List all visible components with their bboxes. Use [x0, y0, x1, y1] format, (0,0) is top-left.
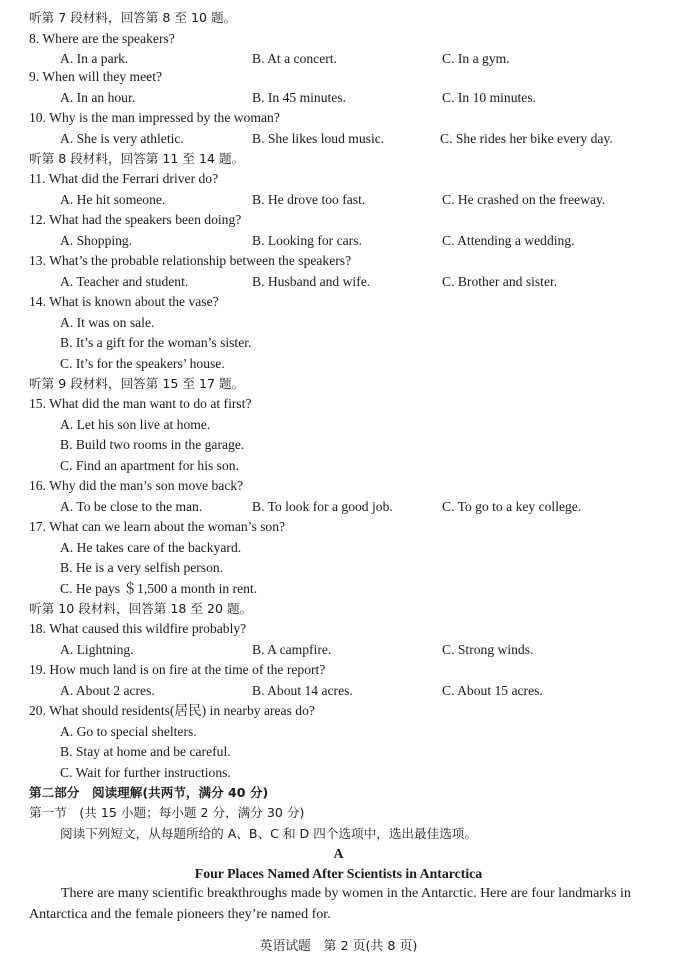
- option-b: B. Looking for cars.: [252, 233, 362, 248]
- question-9-options: [0, 88, 677, 108]
- option-a: A. Shopping.: [60, 233, 133, 248]
- page-footer: 英语试题 第 2 页(共 8 页): [259, 939, 418, 954]
- option-b: B. About 14 acres.: [252, 683, 353, 698]
- option-b: B. He drove too fast.: [252, 192, 366, 207]
- passage-paragraph: There are many scientific breakthroughs made by women in the Antarctic. Here are four landmarks in Antarctica and the female pioneers they’re named for.: [29, 886, 631, 922]
- question-17-option-b: B. He is a very selfish person.: [60, 560, 224, 575]
- question-19-options: [0, 681, 677, 701]
- question-19-stem: 19. How much land is on fire at the time of the report?: [29, 662, 326, 677]
- option-c: C. Brother and sister.: [442, 274, 558, 289]
- question-14-option-b: B. It’s a gift for the woman’s sister.: [60, 335, 252, 350]
- option-a: A. She is very athletic.: [60, 131, 184, 146]
- option-c: C. In a gym.: [442, 51, 510, 66]
- option-c: C. He crashed on the freeway.: [442, 192, 606, 207]
- option-a: A. He hit someone.: [60, 192, 166, 207]
- question-15-stem: 15. What did the man want to do at first?: [29, 396, 252, 411]
- part2-section1: 第一节 (共 15 小题；每小题 2 分，满分 30 分): [29, 805, 305, 820]
- question-8-options: [0, 49, 677, 69]
- option-a: A. In an hour.: [60, 90, 136, 105]
- option-c: C. Attending a wedding.: [442, 233, 575, 248]
- question-9-stem: 9. When will they meet?: [29, 69, 163, 84]
- option-a: A. In a park.: [60, 51, 129, 66]
- question-20-option-a: A. Go to special shelters.: [60, 724, 197, 739]
- question-15-option-c: C. Find an apartment for his son.: [60, 458, 239, 473]
- passage-letter: A: [333, 846, 344, 861]
- option-c: C. She rides her bike every day.: [440, 131, 613, 146]
- question-14-stem: 14. What is known about the vase?: [29, 294, 219, 309]
- question-16-options: [0, 497, 677, 517]
- option-a: A. To be close to the man.: [60, 499, 203, 514]
- question-8-stem: 8. Where are the speakers?: [29, 31, 175, 46]
- question-15-option-b: B. Build two rooms in the garage.: [60, 437, 245, 452]
- option-b: B. A campfire.: [252, 642, 332, 657]
- option-a: A. About 2 acres.: [60, 683, 155, 698]
- question-17-stem: 17. What can we learn about the woman’s son?: [29, 519, 286, 534]
- question-14-option-a: A. It was on sale.: [60, 315, 155, 330]
- question-15-option-a: A. Let his son live at home.: [60, 417, 211, 432]
- option-b: B. To look for a good job.: [252, 499, 393, 514]
- question-20-option-b: B. Stay at home and be careful.: [60, 744, 231, 759]
- instruction-seg8: 听第 8 段材料，回答第 11 至 14 题。: [29, 151, 245, 166]
- question-14-option-c: C. It’s for the speakers’ house.: [60, 356, 225, 371]
- option-c: C. To go to a key college.: [442, 499, 582, 514]
- question-13-stem: 13. What’s the probable relationship between the speakers?: [29, 253, 352, 268]
- part2-heading: 第二部分 阅读理解(共两节，满分 40 分): [29, 785, 269, 800]
- option-b: B. In 45 minutes.: [252, 90, 347, 105]
- question-20-option-c: C. Wait for further instructions.: [60, 765, 231, 780]
- question-17-option-a: A. He takes care of the backyard.: [60, 540, 242, 555]
- question-17-option-c: C. He pays ＄1,500 a month in rent.: [60, 581, 258, 596]
- option-a: A. Lightning.: [60, 642, 134, 657]
- instruction-seg10: 听第 10 段材料，回答第 18 至 20 题。: [29, 601, 253, 616]
- instruction-seg9: 听第 9 段材料，回答第 15 至 17 题。: [29, 376, 245, 391]
- part2-directions: 阅读下列短文，从每题所给的 A、B、C 和 D 四个选项中，选出最佳选项。: [60, 826, 477, 841]
- option-b: B. Husband and wife.: [252, 274, 371, 289]
- instruction-seg7: 听第 7 段材料，回答第 8 至 10 题。: [29, 10, 237, 25]
- question-11-stem: 11. What did the Ferrari driver do?: [29, 171, 219, 186]
- question-20-stem: 20. What should residents(居民) in nearby areas do?: [29, 703, 315, 718]
- question-12-options: [0, 231, 677, 251]
- question-10-stem: 10. Why is the man impressed by the woman?: [29, 110, 280, 125]
- question-18-options: [0, 640, 677, 660]
- question-11-options: [0, 190, 677, 210]
- option-c: C. Strong winds.: [442, 642, 534, 657]
- option-c: C. About 15 acres.: [442, 683, 543, 698]
- option-c: C. In 10 minutes.: [442, 90, 537, 105]
- option-a: A. Teacher and student.: [60, 274, 189, 289]
- option-b: B. She likes loud music.: [252, 131, 385, 146]
- question-13-options: [0, 272, 677, 292]
- question-16-stem: 16. Why did the man’s son move back?: [29, 478, 244, 493]
- passage-title: Four Places Named After Scientists in Antarctica: [194, 866, 483, 881]
- question-12-stem: 12. What had the speakers been doing?: [29, 212, 242, 227]
- question-18-stem: 18. What caused this wildfire probably?: [29, 621, 247, 636]
- option-b: B. At a concert.: [252, 51, 337, 66]
- question-10-options: [0, 129, 677, 149]
